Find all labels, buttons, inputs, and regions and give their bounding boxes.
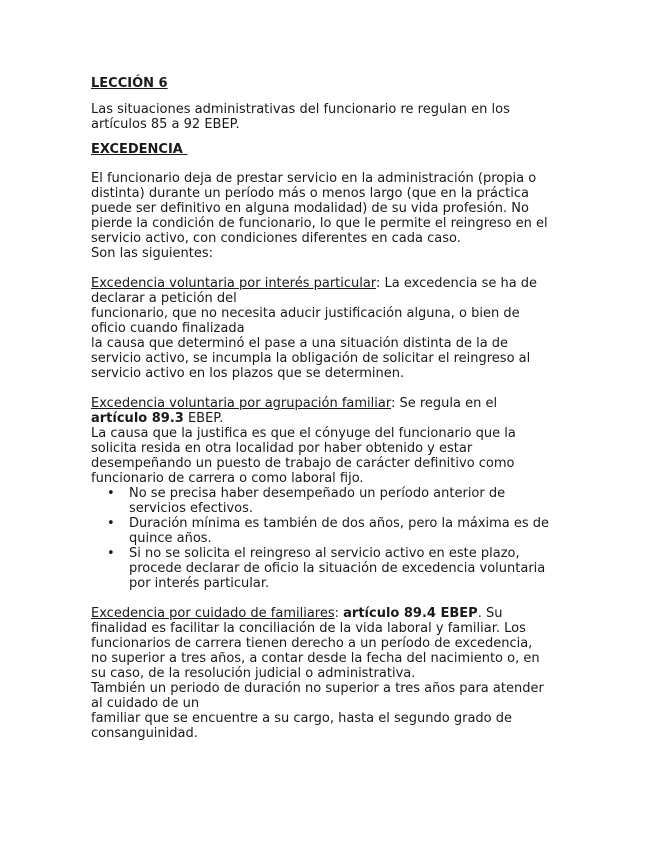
agrupacion-familiar-body: La causa que la justifica es que el cónyuge del funcionario que la solicita resida en otra localidad por haber obtenido y estar desempeñando un puesto de trabajo de carácter definitivo como funcionario de carrera o como laboral fijo. bbox=[91, 426, 516, 486]
agrupacion-familiar-article: artículo 89.3 bbox=[91, 411, 184, 426]
cuidado-familiares-after-article: . Su finalidad es facilitar la conciliación de la vida laboral y familiar. Los funcionarios de carrera tienen derecho a un período de excedencia, no superior a tres años, a contar desde la fecha del nacimiento o, en su caso, de la resolución judicial o administrativa. bbox=[91, 606, 540, 681]
cuidado-familiares-sep: : bbox=[334, 606, 344, 621]
interes-particular-text-1: : La excedencia se ha de declarar a petición del bbox=[91, 276, 538, 306]
interes-particular-line-1 bbox=[91, 276, 551, 306]
list-item-text: Duración mínima es también de dos años, pero la máxima es de quince años. bbox=[129, 516, 550, 546]
interes-particular-section bbox=[91, 276, 551, 381]
agrupacion-familiar-section bbox=[91, 396, 551, 591]
excedencia-intro-list-lead: Son las siguientes: bbox=[91, 246, 214, 261]
list-item bbox=[107, 546, 551, 591]
intro-paragraph: Las situaciones administrativas del funcionario re regulan en los artículos 85 a 92 EBEP. bbox=[91, 102, 510, 132]
lesson-title: LECCIÓN 6 bbox=[91, 76, 168, 91]
interes-particular-heading: Excedencia voluntaria por interés particular bbox=[91, 276, 376, 291]
agrupacion-familiar-lead: : Se regula en el bbox=[390, 396, 498, 411]
interes-particular-line-2: funcionario, que no necesita aducir justificación alguna, o bien de oficio cuando finalizada bbox=[91, 306, 520, 336]
agrupacion-familiar-heading: Excedencia voluntaria por agrupación familiar bbox=[91, 396, 391, 411]
cuidado-familiares-article: artículo 89.4 EBEP bbox=[343, 606, 478, 621]
interes-particular-line-3: la causa que determinó el pase a una situación distinta de la de servicio activo, se incumpla la obligación de solicitar el reingreso al servicio activo en los plazos que se determinen. bbox=[91, 336, 531, 381]
list-item bbox=[107, 516, 551, 546]
agrupacion-familiar-line-1 bbox=[91, 396, 551, 426]
excedencia-intro-text: El funcionario deja de prestar servicio en la administración (propia o distinta) durante un período más o menos largo (que en la práctica puede ser definitivo en alguna modalidad) de su vida profesión. No pierde la condición de funcionario, lo que le permite el reingreso en el servicio activo, con condiciones diferentes en cada caso. bbox=[91, 171, 548, 246]
cuidado-familiares-heading: Excedencia por cuidado de familiares bbox=[91, 606, 335, 621]
document-page bbox=[91, 76, 551, 741]
cuidado-familiares-line-1 bbox=[91, 606, 551, 681]
cuidado-familiares-line-3: familiar que se encuentre a su cargo, hasta el segundo grado de consanguinidad. bbox=[91, 711, 513, 741]
cuidado-familiares-section bbox=[91, 606, 551, 741]
agrupacion-familiar-after-article: EBEP. bbox=[183, 411, 224, 426]
bullet-icon: • bbox=[107, 486, 115, 501]
bullet-icon: • bbox=[107, 516, 115, 531]
cuidado-familiares-line-2: También un periodo de duración no superior a tres años para atender al cuidado de un bbox=[91, 681, 544, 711]
agrupacion-familiar-list bbox=[91, 486, 551, 591]
bullet-icon: • bbox=[107, 546, 115, 561]
excedencia-intro bbox=[91, 171, 551, 261]
list-item bbox=[107, 486, 551, 516]
section-title: EXCEDENCIA bbox=[91, 142, 188, 157]
list-item-text: No se precisa haber desempeñado un período anterior de servicios efectivos. bbox=[129, 486, 506, 516]
list-item-text: Si no se solicita el reingreso al servicio activo en este plazo, procede declarar de oficio la situación de excedencia voluntaria por interés particular. bbox=[129, 546, 546, 591]
